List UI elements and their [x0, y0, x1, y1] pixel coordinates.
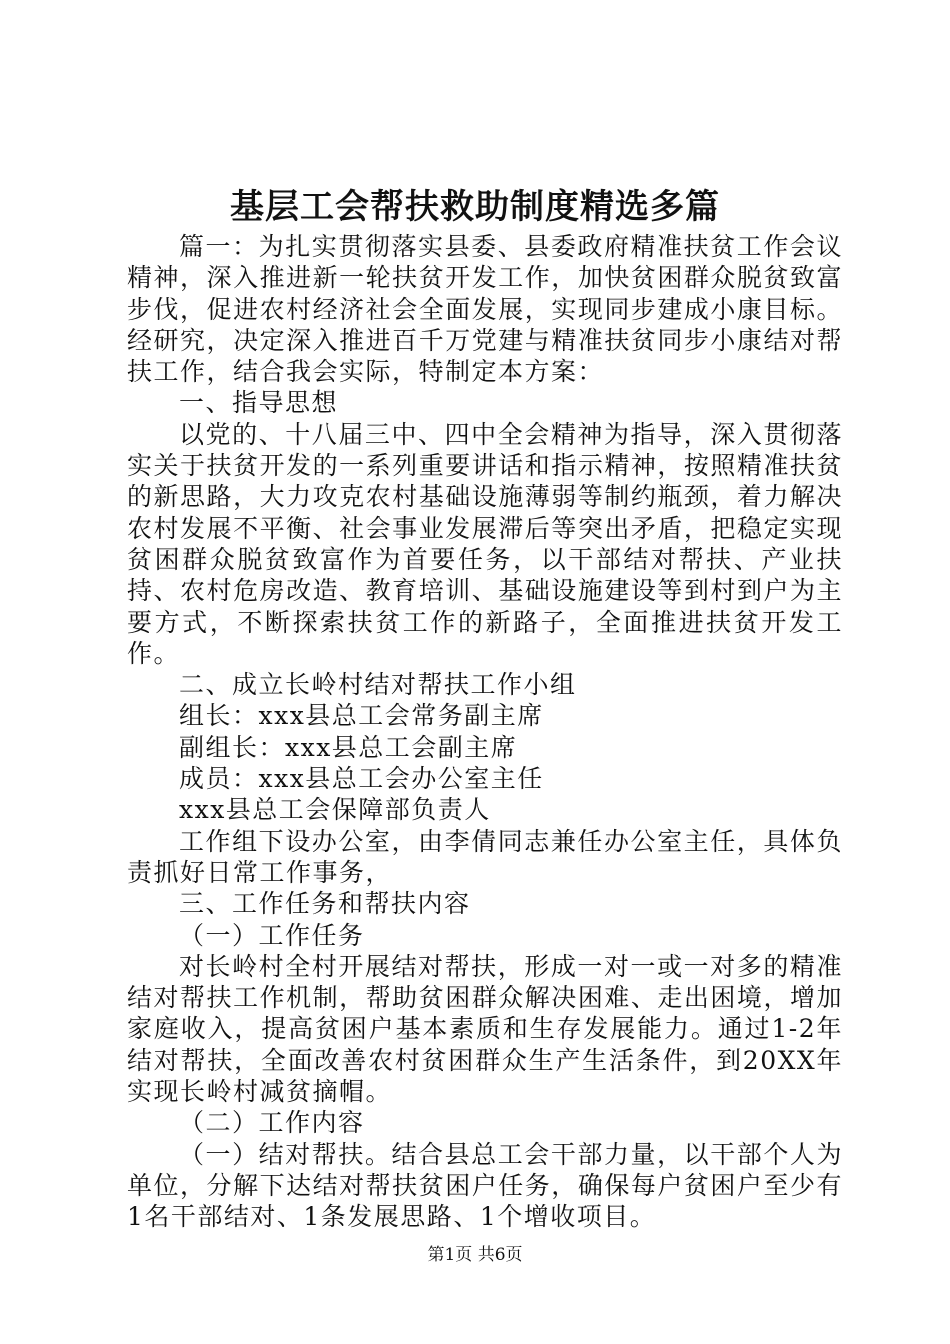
document-body — [127, 231, 843, 1233]
member-line: 成员：xxx县总工会办公室主任 — [179, 764, 544, 794]
document-title: 基层工会帮扶救助制度精选多篇 — [230, 187, 720, 227]
heading-tasks-and-content: 三、工作任务和帮扶内容 — [179, 889, 471, 919]
member-line-2: xxx县总工会保障部负责人 — [179, 795, 491, 825]
group-leader-line: 组长：xxx县总工会常务副主席 — [179, 701, 544, 731]
page-number-footer: 第1页 共6页 — [427, 1245, 523, 1265]
paragraph-office: 工作组下设办公室，由李倩同志兼任办公室主任，具体负责抓好日常工作事务， — [127, 826, 843, 887]
paragraph-tasks: 对长岭村全村开展结对帮扶，形成一对一或一对多的精准结对帮扶工作机制，帮助贫困群众解决困难、走出困境，增加家庭收入，提高贫困户基本素质和生存发展能力。通过1-2年结对帮扶，全面改善农村贫困群众生产生活条件，到20XX年实现长岭村减贫摘帽。 — [127, 951, 843, 1107]
deputy-leader-line: 副组长：xxx县总工会副主席 — [179, 732, 518, 762]
paragraph-intro: 篇一：为扎实贯彻落实县委、县委政府精准扶贫工作会议精神，深入推进新一轮扶贫开发工作，加快贫困群众脱贫致富步伐，促进农村经济社会全面发展，实现同步建成小康目标。经研究，决定深入推进百千万党建与精准扶贫同步小康结对帮扶工作，结合我会实际，特制定本方案： — [127, 232, 843, 387]
paragraph-pairing-assistance: （一）结对帮扶。结合县总工会干部力量，以干部个人为单位，分解下达结对帮扶贫困户任务，确保每户贫困户至少有1名干部结对、1条发展思路、1个增收项目。 — [127, 1139, 843, 1232]
heading-guiding-ideology: 一、指导思想 — [179, 388, 339, 418]
subheading-tasks: （一）工作任务 — [179, 920, 365, 950]
subheading-content: （二）工作内容 — [179, 1108, 365, 1138]
paragraph-guiding-ideology: 以党的、十八届三中、四中全会精神为指导，深入贯彻落实关于扶贫开发的一系列重要讲话和指示精神，按照精准扶贫的新思路，大力攻克农村基础设施薄弱等制约瓶颈，着力解决农村发展不平衡、社会事业发展滞后等突出矛盾，把稳定实现贫困群众脱贫致富作为首要任务，以干部结对帮扶、产业扶持、农村危房改造、教育培训、基础设施建设等到村到户为主要方式，不断探索扶贫工作的新路子，全面推进扶贫开发工作。 — [127, 419, 843, 668]
heading-working-group: 二、成立长岭村结对帮扶工作小组 — [179, 670, 577, 700]
